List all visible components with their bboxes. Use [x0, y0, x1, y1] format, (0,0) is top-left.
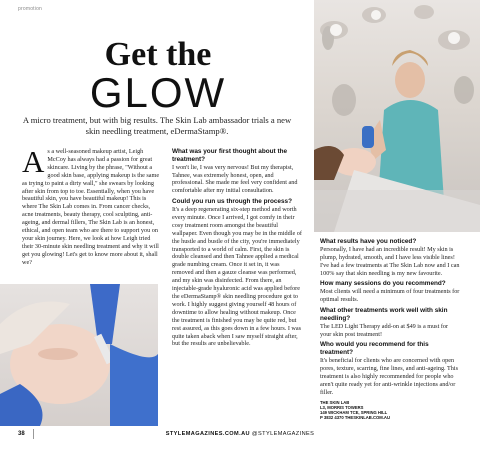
- credit-address-1: L3, MORRIS TOWERS: [320, 404, 364, 410]
- question: Could you run us through the process?: [172, 198, 293, 206]
- footer-site: [160, 431, 320, 437]
- question: Who would you recommend for this treatment?: [320, 341, 429, 357]
- headline-line2: GLOW: [89, 69, 227, 116]
- footer-divider: [33, 429, 34, 439]
- credit-name: THE SKIN LAB: [320, 399, 350, 405]
- page-number: 38: [18, 431, 25, 437]
- question: What was your first thought about the treatment?: [172, 148, 288, 163]
- credit-contact: P 3832 4370 THESKINLAB.COM.AU: [320, 414, 390, 420]
- promotion-label: promotion: [18, 6, 43, 12]
- intro-column: [22, 144, 160, 267]
- credit-address-2: 149 WICKHAM TCE, SPRING HILL: [320, 409, 388, 415]
- answer: Personally, I have had an incredible result! My skin is plump, hydrated, smooth, and I have less visible lines! I've had a few treatments at The Skin Lab now and I can 100% say that skin needling is my new favourite.: [320, 245, 460, 277]
- question: What results have you noticed?: [320, 238, 417, 245]
- intro-text: s a well-seasoned makeup artist, Leigh McCoy has always had a passion for great skincare. Living by the phrase, "Without a good skin base, applying makeup is the same as trying to paint a dirty wall," she swears by looking after skin from top to toe. Essentially, when you have beautiful skin, you have beautiful makeup! This is where The Skin Lab comes in. From cancer checks, acne treatments, beauty therapy, cool sculpting, anti-ageing, and dermal fillers, The Skin Lab is an honest, ethical, and open team who are there to support you on your skin journey. Here, we look at how Leigh tried their 30-minute skin needling treatment and why it will get you glowing! Let's get to know more about it, shall we?: [22, 148, 160, 266]
- answer: I won't lie, I was very nervous! But my therapist, Tahnee, was extremely honest, open, and professional. She made me feel very confident and comfortable after my initial consultation.: [172, 163, 298, 195]
- drop-cap: A: [22, 144, 45, 179]
- answer: The LED Light Therapy add-on at $49 is a must for your skin post treatment!: [320, 322, 449, 338]
- headline-line1: Get the: [104, 36, 212, 73]
- site-url: STYLEMAGAZINES.COM.AU: [165, 431, 250, 437]
- question: How many sessions do you recommend?: [320, 280, 446, 288]
- answer: Most clients will need a minimum of four treatments for optimal results.: [320, 288, 460, 304]
- needling-photo-illustration: [0, 284, 158, 426]
- answer: It's beneficial for clients who are concerned with open pores, texture, scarring, fine lines, and anti-ageing. This treatment is also highly recommended for people who aren't quite ready yet for anti-wrinkle injections and/or filler.: [320, 357, 459, 396]
- business-credit: [320, 400, 460, 420]
- needling-photo: [0, 284, 158, 426]
- interview-column-2: [320, 238, 460, 420]
- treatment-photo: [314, 0, 480, 232]
- treatment-photo-illustration: [314, 0, 480, 232]
- question: What other treatments work well with skin needling?: [320, 307, 448, 322]
- site-handle: @STYLEMAGAZINES: [251, 431, 315, 437]
- interview-column-1: [172, 148, 302, 349]
- standfirst: A micro treatment, but with big results. The Skin Lab ambassador trials a new skin needling treatment, eDermaStamp®.: [22, 115, 292, 136]
- answer: It's a deep regenerating six-step method and worth every minute. Once I arrived, I got comfy in their cosy treatment room amongst the beautiful wallpaper. Even though you may be in the middle of the hustle and bustle of the city, you're immediately transported to a world of calm. First, the skin is double cleansed and then Tahnee applied a medical grade numbing cream. Once it set in, it was removed and then a gauze cleanse was performed, and my skin was disinfected. From there, an injectable-grade hyaluronic acid was applied before the eDermaStamp® skin needling procedure got to work. I highly suggest giving yourself 48 hours of downtime to allow healing without makeup. Once the treatment is finished you may be quite red, but rest assured, as this goes down in a few hours. I was quite taken aback when I saw myself straight after, but the results are unbelievable.: [172, 206, 302, 348]
